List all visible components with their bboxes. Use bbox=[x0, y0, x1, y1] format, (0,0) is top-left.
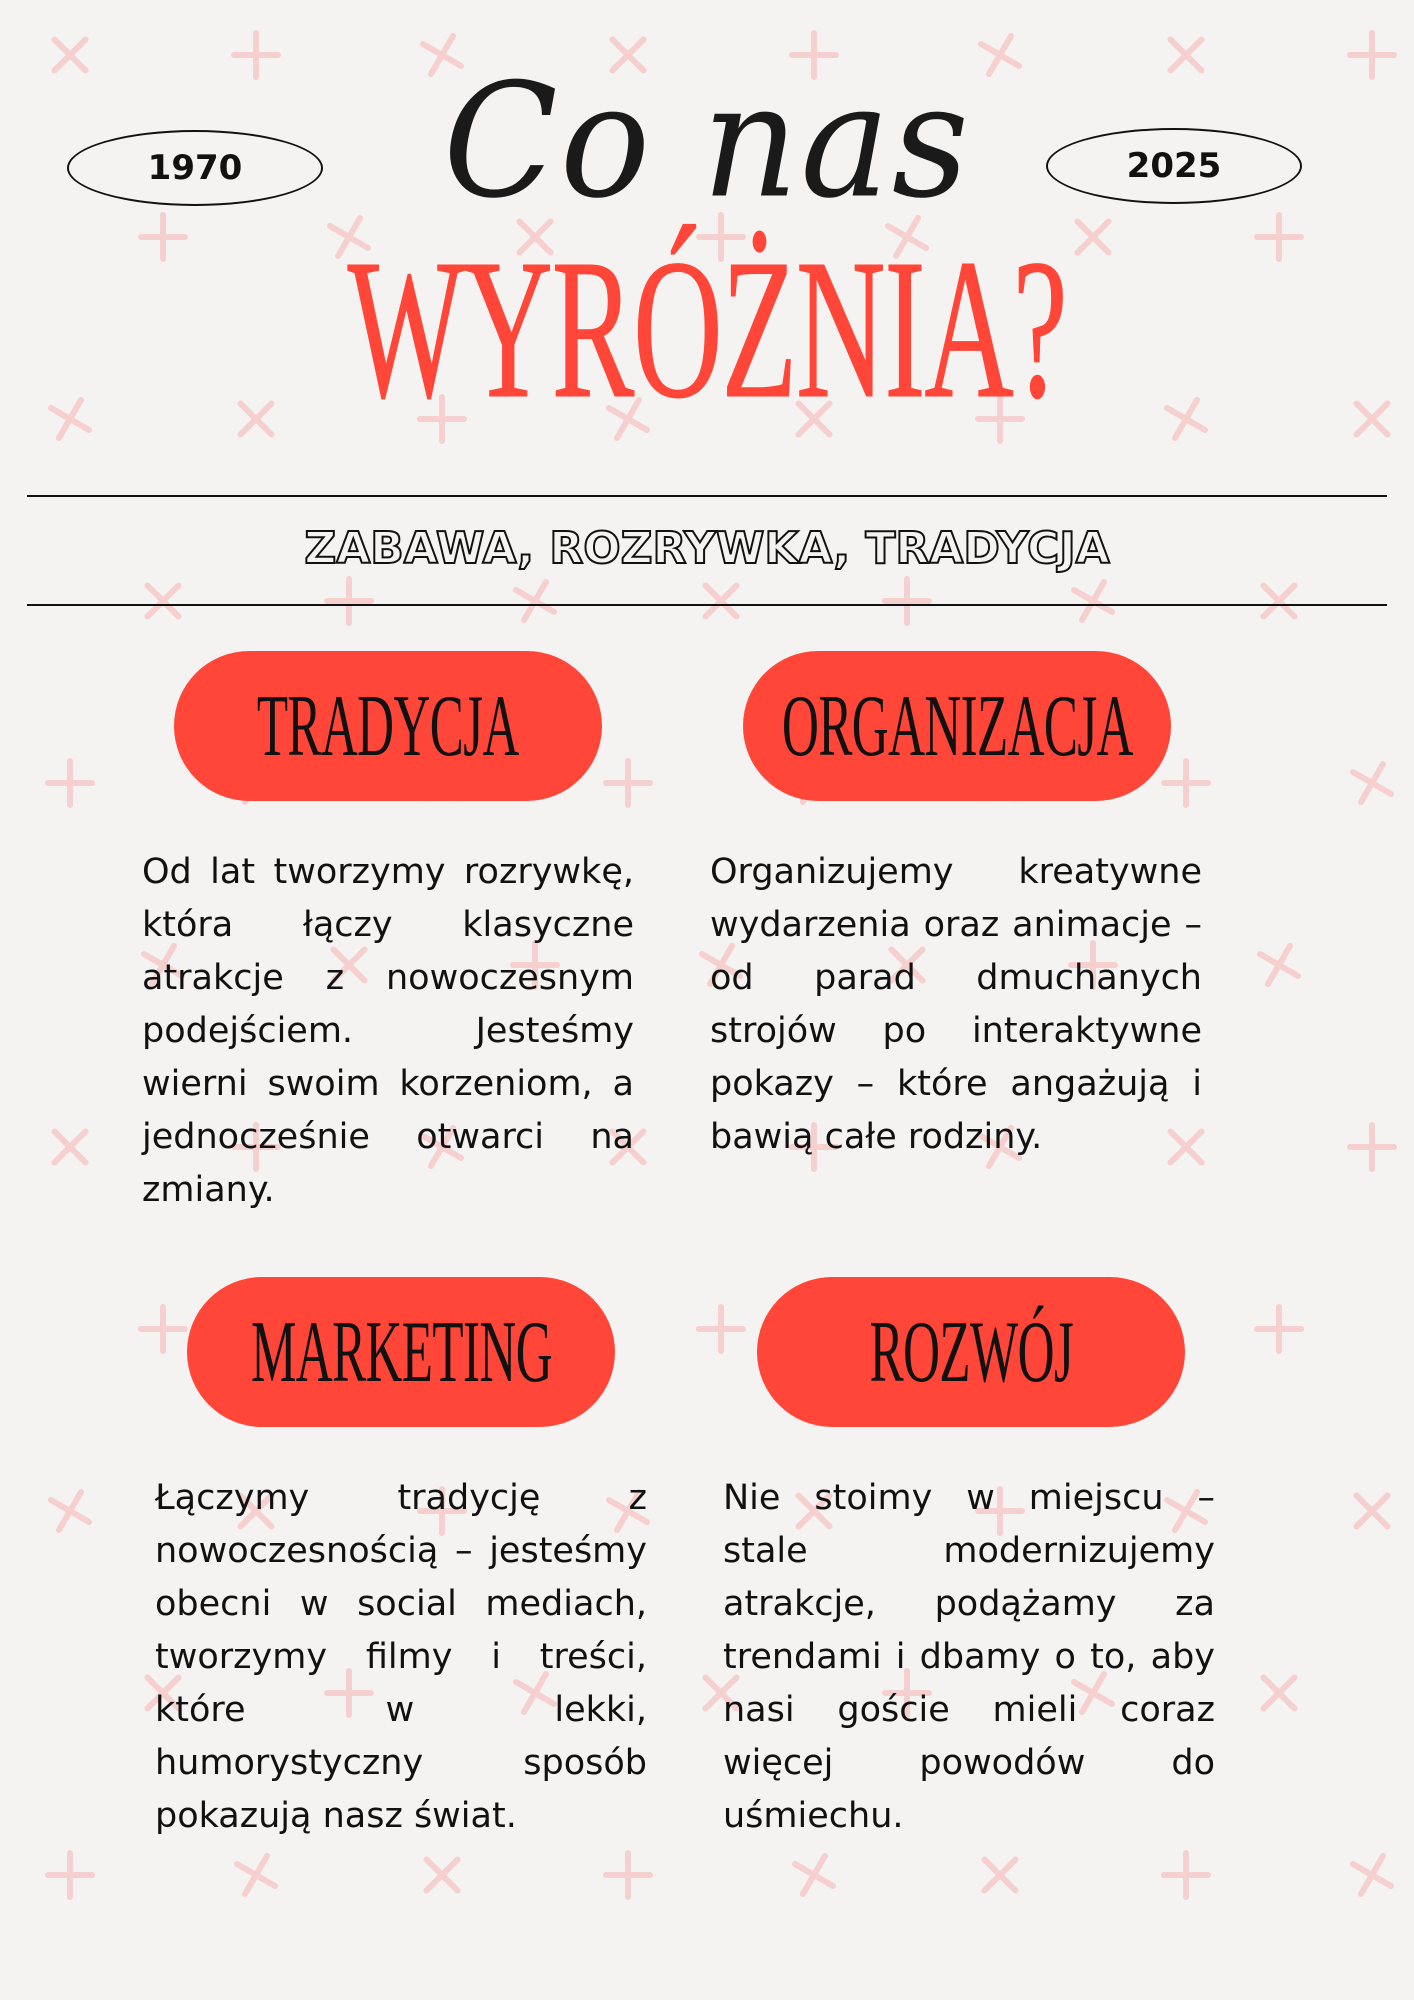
plus-cross-icon bbox=[327, 579, 371, 623]
plus-cross-icon bbox=[1249, 935, 1309, 995]
divider-bottom bbox=[27, 604, 1387, 606]
plus-cross-icon bbox=[1248, 570, 1310, 632]
divider-top bbox=[27, 495, 1387, 497]
plus-cross-icon bbox=[48, 1853, 92, 1897]
section-heading-label: ORGANIZACJA bbox=[781, 677, 1133, 775]
tagline: ZABAWA, ROZRYWKA, TRADYCJA bbox=[304, 523, 1110, 574]
plus-cross-icon bbox=[699, 1307, 743, 1351]
plus-cross-icon bbox=[48, 761, 92, 805]
year-start-label: 1970 bbox=[147, 148, 243, 188]
plus-cross-icon bbox=[40, 1481, 100, 1541]
plus-cross-icon bbox=[1341, 388, 1403, 450]
section-heading-pill-marketing bbox=[187, 1277, 615, 1427]
plus-cross-icon bbox=[1342, 753, 1402, 813]
section-heading-label: ROZWÓJ bbox=[869, 1303, 1073, 1401]
plus-cross-icon bbox=[226, 1845, 286, 1905]
plus-cross-icon bbox=[1342, 1845, 1402, 1905]
plus-cross-icon bbox=[606, 1853, 650, 1897]
plus-cross-icon bbox=[141, 1307, 185, 1351]
plus-cross-icon bbox=[1164, 1853, 1208, 1897]
plus-cross-icon bbox=[39, 1116, 101, 1178]
plus-cross-icon bbox=[1248, 1662, 1310, 1724]
section-heading-label: TRADYCJA bbox=[257, 677, 519, 775]
plus-cross-icon bbox=[690, 570, 752, 632]
section-heading-pill-organizacja bbox=[743, 651, 1171, 801]
plus-cross-icon bbox=[132, 570, 194, 632]
year-end-label: 2025 bbox=[1126, 146, 1222, 186]
page-title: WYRÓŻNIA? bbox=[347, 219, 1067, 440]
plus-cross-icon bbox=[1156, 389, 1216, 449]
plus-cross-icon bbox=[1257, 1307, 1301, 1351]
plus-cross-icon bbox=[1063, 571, 1123, 631]
section-text-tradycja: Od lat tworzymy rozrywkę, która łączy klasyczne atrakcje z nowoczesnym podejściem. Jesteśmy wierni swoim korzeniom, a jednocześnie otwarci na zmiany. bbox=[142, 852, 634, 1210]
plus-cross-icon bbox=[40, 389, 100, 449]
plus-cross-icon bbox=[1350, 1125, 1394, 1169]
section-heading-pill-tradycja bbox=[174, 651, 602, 801]
plus-cross-icon bbox=[1341, 1480, 1403, 1542]
section-text-marketing: Łączymy tradycję z nowoczesnością – jesteśmy obecni w social mediach, tworzymy filmy i treści, które w lekki, humorystyczny sposób pokazują nasz świat. bbox=[155, 1478, 647, 1836]
plus-cross-icon bbox=[1164, 761, 1208, 805]
section-text-rozwoj: Nie stoimy w miejscu – stale modernizujemy atrakcje, podążamy za trendami i dbamy o to, aby nasi goście mieli coraz więcej powodów do uśmiechu. bbox=[723, 1478, 1215, 1836]
plus-cross-icon bbox=[411, 1844, 473, 1906]
plus-cross-icon bbox=[606, 761, 650, 805]
plus-cross-icon bbox=[784, 1845, 844, 1905]
section-heading-pill-rozwoj bbox=[757, 1277, 1185, 1427]
title-script-line: Co nas bbox=[443, 50, 971, 234]
plus-cross-icon bbox=[885, 579, 929, 623]
section-text-organizacja: Organizujemy kreatywne wydarzenia oraz animacje – od parad dmuchanych strojów po interaktywne pokazy – które angażują i bawią całe rodziny. bbox=[710, 852, 1202, 1157]
plus-cross-icon bbox=[969, 1844, 1031, 1906]
section-heading-label: MARKETING bbox=[250, 1303, 552, 1401]
plus-cross-icon bbox=[505, 571, 565, 631]
